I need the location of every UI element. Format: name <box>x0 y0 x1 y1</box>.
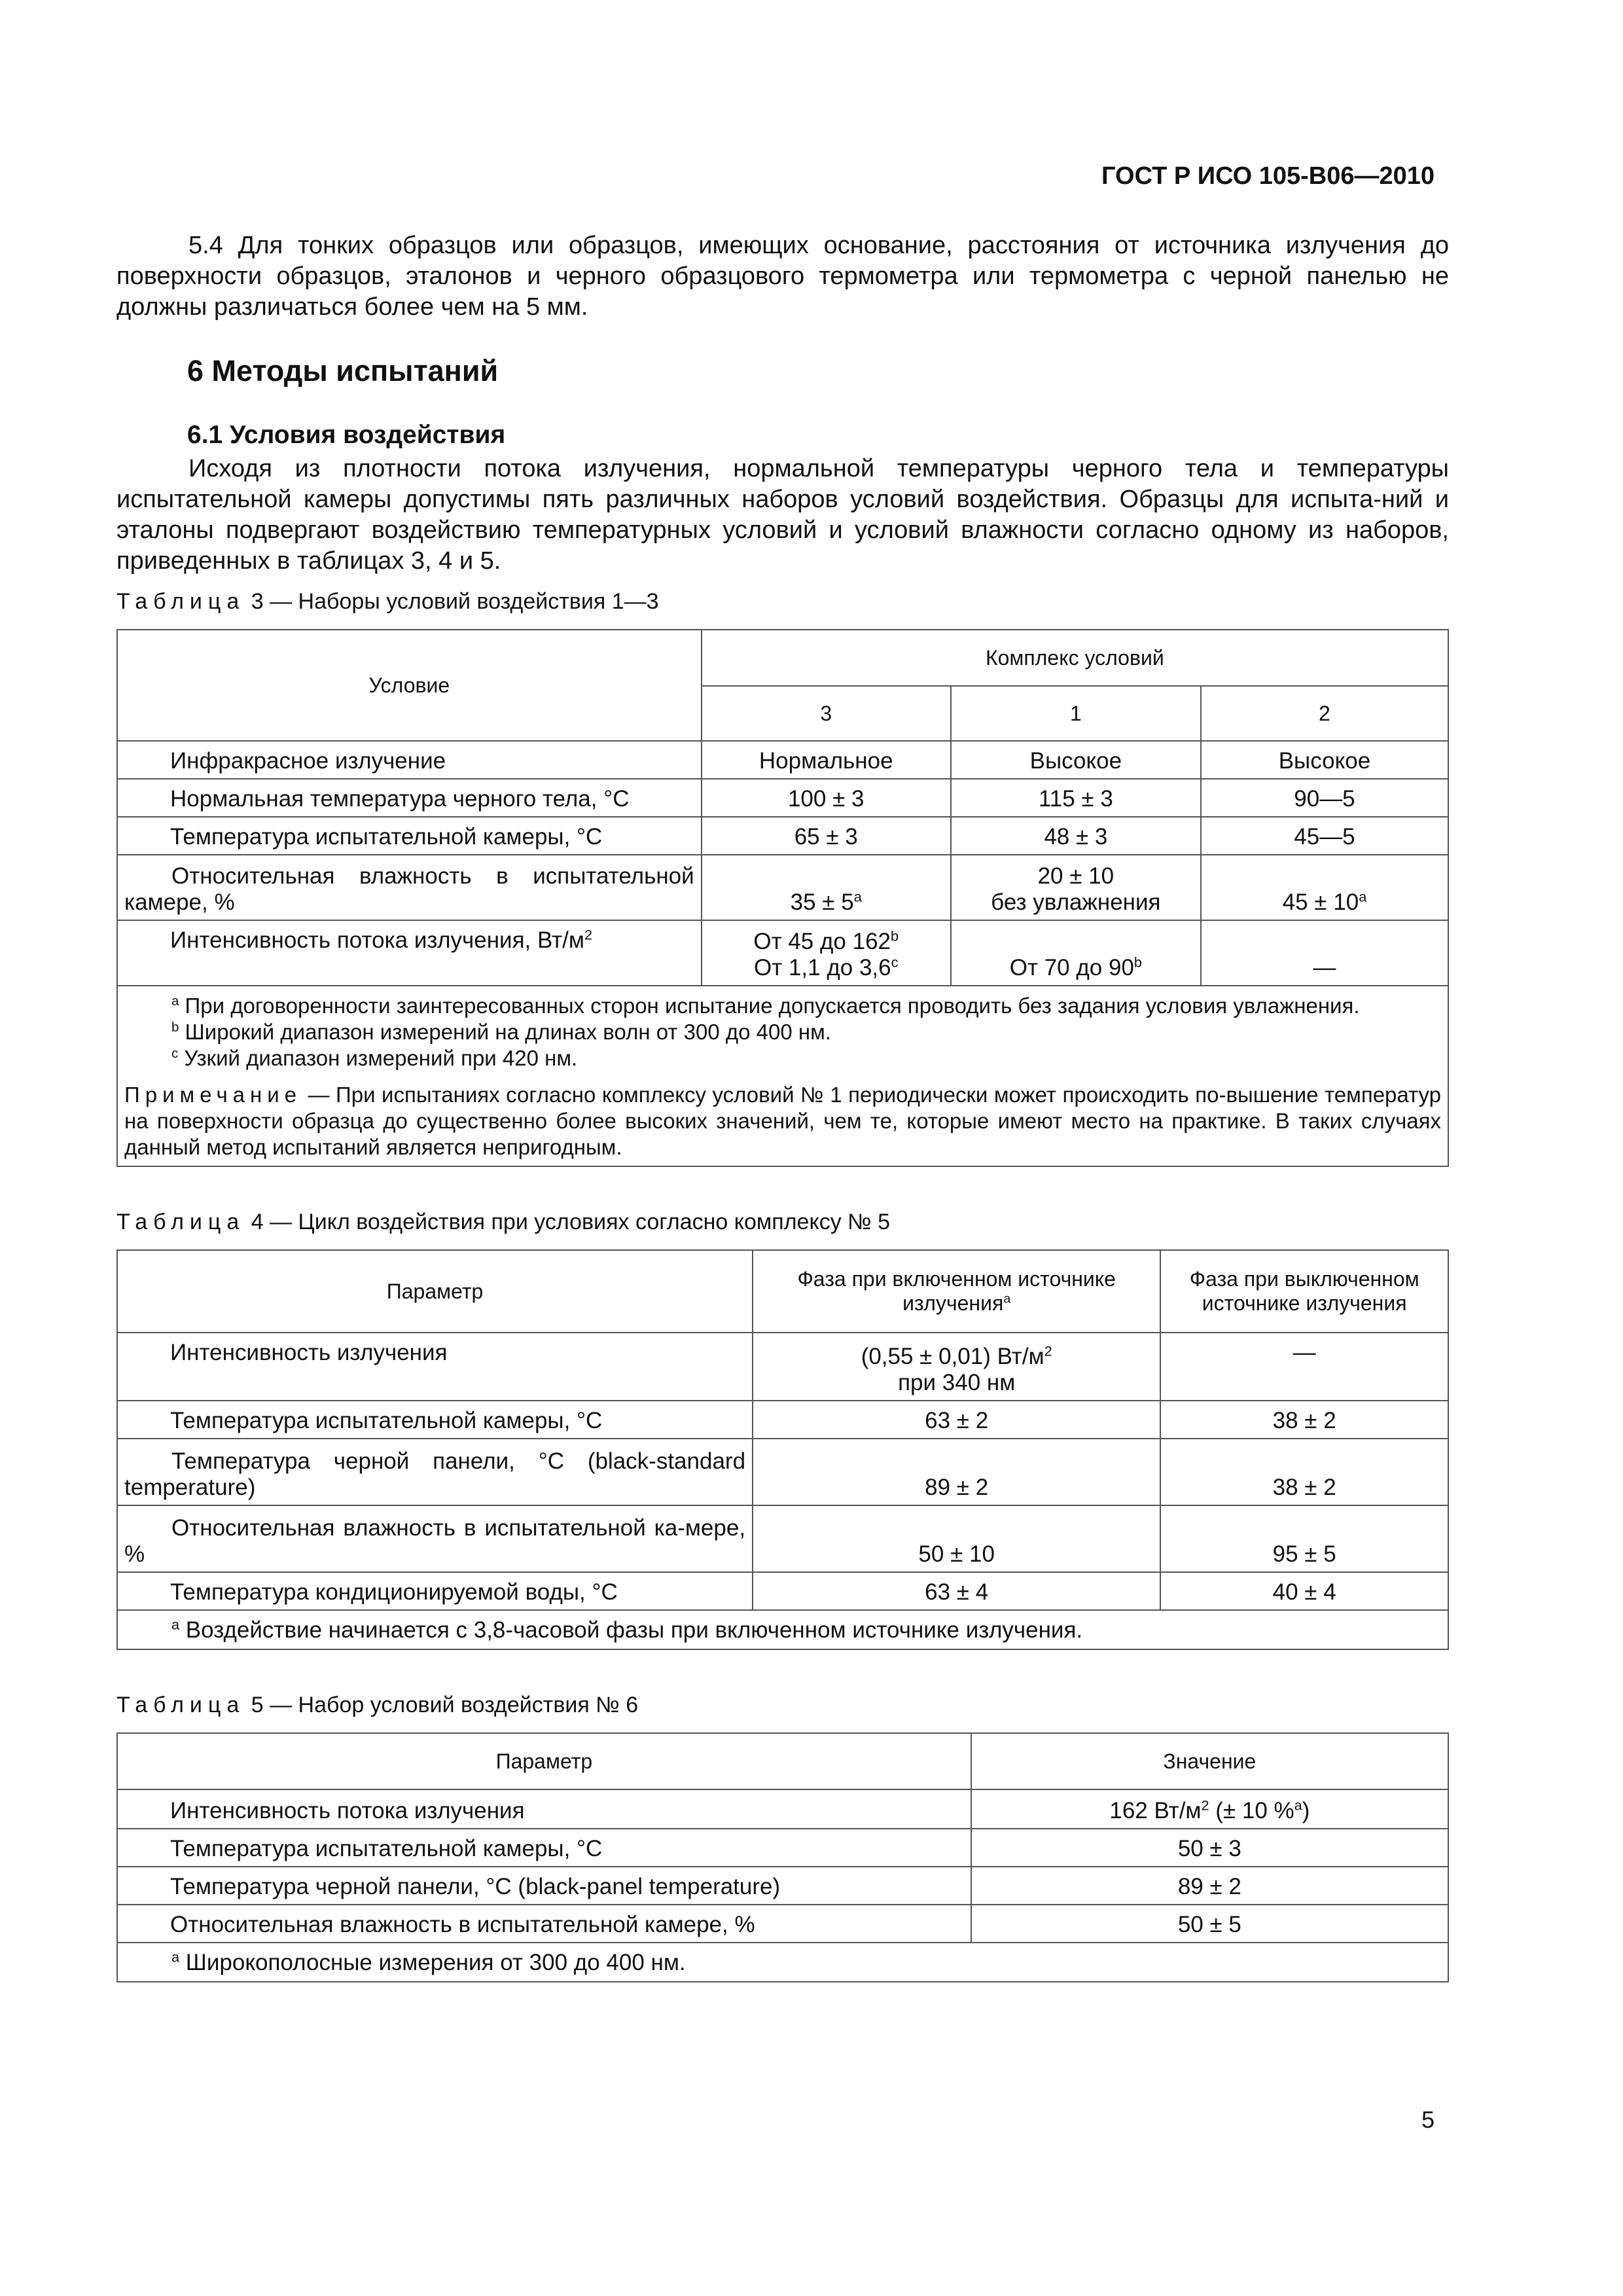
cell-value: От 45 до 162 <box>753 929 891 954</box>
table-row <box>117 1829 1448 1867</box>
table-4-header-row <box>117 1250 1448 1333</box>
table-cell: 89 ± 2 <box>971 1867 1448 1905</box>
paragraph-6-1: Исходя из плотности потока излучения, нормальной температуры черного тела и температуры испытательной камеры допустимы пять различных наборов условий воздействия. Образцы для испыта-ний и эталоны подвергают воздействию температурных условий и условий влажности согласно одному из наборов, приведенных в таблицах 3, 4 и 5. <box>116 455 1449 575</box>
cell-label: Интенсивность потока излучения, Вт/м <box>170 927 584 953</box>
table-3-col-1: 1 <box>951 686 1201 741</box>
cell-value: (0,55 ± 0,01) Вт/м <box>861 1344 1044 1369</box>
table-3-head-complex: Комплекс условий <box>702 630 1448 686</box>
table-cell: Температура черной панели, °C (black-standard temperature) <box>117 1439 753 1505</box>
superscript: 2 <box>1201 1797 1209 1814</box>
table-cell: 95 ± 5 <box>1160 1505 1448 1572</box>
table-5-caption-word: Таблица <box>116 1693 245 1717</box>
table-cell <box>702 855 951 920</box>
table-3 <box>116 629 1449 1167</box>
table-4-notes <box>117 1610 1448 1649</box>
table-cell: — <box>1201 920 1448 986</box>
footnote-text: При договоренности заинтересованных сторон испытание допускается проводить без задания условия увлажнения. <box>179 994 1360 1018</box>
table-cell: 38 ± 2 <box>1160 1401 1448 1439</box>
footnote-mark: a <box>171 1616 180 1633</box>
footnote-mark: c <box>891 954 899 971</box>
table-3-notes <box>117 986 1448 1166</box>
table-5-caption-text: 5 — Набор условий воздействия № 6 <box>245 1693 639 1717</box>
footnote-a <box>124 1950 1441 1976</box>
cell-value: при 340 нм <box>898 1370 1016 1395</box>
table-row <box>117 1789 1448 1829</box>
table-cell: 48 ± 3 <box>951 817 1201 855</box>
table-cell: 89 ± 2 <box>753 1439 1160 1505</box>
table-row <box>117 817 1448 855</box>
table-cell: 38 ± 2 <box>1160 1439 1448 1505</box>
table-3-notes-row <box>117 986 1448 1166</box>
table-cell: Температура испытательной камеры, °C <box>117 817 702 855</box>
table-cell: 40 ± 4 <box>1160 1572 1448 1610</box>
cell-value: 45 ± 10 <box>1282 889 1359 915</box>
cell-value: 20 ± 10 <box>1037 863 1115 889</box>
footnote-a <box>124 1617 1441 1643</box>
footnote-mark: b <box>1133 954 1142 971</box>
table-cell <box>702 920 951 986</box>
table-3-caption <box>116 588 1449 615</box>
cell-value: 162 Вт/м <box>1109 1798 1202 1823</box>
table-row <box>117 1439 1448 1505</box>
table-cell: 90—5 <box>1201 779 1448 817</box>
footnote-text: Широкополосные измерения от 300 до 400 нм. <box>179 1950 686 1975</box>
table-3-head-condition: Условие <box>117 630 702 741</box>
cell-value: 35 ± 5 <box>790 889 854 915</box>
page-content <box>116 230 1449 1982</box>
footnote-text: Узкий диапазон измерений при 420 нм. <box>178 1046 578 1070</box>
cell-value: От 70 до 90 <box>1009 955 1134 980</box>
superscript: 2 <box>584 926 593 943</box>
table-cell: Относительная влажность в испытательной камере, % <box>117 855 702 920</box>
table-cell: Нормальное <box>702 741 951 779</box>
table-cell: 115 ± 3 <box>951 779 1201 817</box>
table-4-head-on <box>753 1250 1160 1333</box>
table-cell <box>117 920 702 986</box>
table-5-head-value: Значение <box>971 1733 1448 1789</box>
table-cell: Интенсивность излучения <box>117 1333 753 1401</box>
table-cell: Температура испытательной камеры, °C <box>117 1401 753 1439</box>
cell-line <box>709 929 944 955</box>
footnote-mark: a <box>1294 1797 1302 1814</box>
table-row <box>117 855 1448 920</box>
paragraph-5-4: 5.4 Для тонких образцов или образцов, имеющих основание, расстояния от источника излучения до поверхности образцов, эталонов и черного образцового термометра или термометра с черной панелью не должны различаться более чем на 5 мм. <box>116 232 1449 321</box>
footnote-mark: a <box>1359 888 1367 905</box>
cell-value: без увлажнения <box>991 889 1161 915</box>
table-cell: — <box>1160 1333 1448 1401</box>
footnote-mark: a <box>1003 1291 1011 1306</box>
footnote-mark: a <box>853 888 862 905</box>
table-cell: Высокое <box>1201 741 1448 779</box>
table-cell <box>951 855 1201 920</box>
footnote-mark: b <box>171 1020 179 1035</box>
table-cell <box>753 1333 1160 1401</box>
cell-value: ) <box>1302 1798 1310 1823</box>
table-cell: 65 ± 3 <box>702 817 951 855</box>
table-cell: 63 ± 2 <box>753 1401 1160 1439</box>
table-cell: 50 ± 5 <box>971 1905 1448 1943</box>
table-row <box>117 1867 1448 1905</box>
table-5-header-row <box>117 1733 1448 1789</box>
table-5-head-param: Параметр <box>117 1733 971 1789</box>
table-cell: 50 ± 3 <box>971 1829 1448 1867</box>
table-row <box>117 1572 1448 1610</box>
footnote-c <box>124 1045 1441 1071</box>
page-number: 5 <box>1421 2106 1435 2133</box>
table-3-remark <box>124 1082 1441 1160</box>
table-cell: Нормальная температура черного тела, °C <box>117 779 702 817</box>
table-3-caption-word: Таблица <box>116 589 245 614</box>
table-cell: Температура черной панели, °C (black-panel temperature) <box>117 1867 971 1905</box>
remark-word: Примечание <box>124 1083 302 1107</box>
table-cell: Инфракрасное излучение <box>117 741 702 779</box>
document-code-header: ГОСТ Р ИСО 105-B06—2010 <box>1101 162 1435 190</box>
table-4-caption-word: Таблица <box>116 1210 245 1234</box>
table-row <box>117 1505 1448 1572</box>
footnote-mark: a <box>171 994 179 1009</box>
table-row <box>117 920 1448 986</box>
section-6-title: 6 Методы испытаний <box>187 354 499 387</box>
table-3-col-2: 2 <box>1201 686 1448 741</box>
table-4-notes-row <box>117 1610 1448 1649</box>
superscript: 2 <box>1044 1342 1052 1359</box>
table-4-head-off: Фаза при выключенном источнике излучения <box>1160 1250 1448 1333</box>
footnote-text: Широкий диапазон измерений на длинах волн от 300 до 400 нм. <box>179 1020 831 1044</box>
table-cell: Относительная влажность в испытательной камере, % <box>117 1905 971 1943</box>
table-cell: Интенсивность потока излучения <box>117 1789 971 1829</box>
table-cell: 63 ± 4 <box>753 1572 1160 1610</box>
table-cell <box>951 920 1201 986</box>
table-4-head-param: Параметр <box>117 1250 753 1333</box>
table-3-header-row <box>117 630 1448 686</box>
section-6-1-title: 6.1 Условия воздействия <box>187 421 506 449</box>
table-5-caption <box>116 1692 1449 1718</box>
table-row <box>117 741 1448 779</box>
footnote-mark: c <box>171 1046 179 1061</box>
table-4-caption <box>116 1209 1449 1235</box>
cell-value: (± 10 % <box>1209 1798 1294 1823</box>
table-4-caption-text: 4 — Цикл воздействия при условиях согласно комплексу № 5 <box>245 1210 890 1234</box>
remark-text: — При испытаниях согласно комплексу условий № 1 периодически может происходить по-вышение температур на поверхности образца до существенно более высоких значений, чем те, которые имеют место на практике. В таких случаях данный метод испытаний является непригодным. <box>124 1083 1441 1159</box>
cell-line <box>709 955 944 981</box>
table-3-caption-text: 3 — Наборы условий воздействия 1—3 <box>245 589 659 614</box>
footnote-text: Воздействие начинается с 3,8-часовой фазы при включенном источнике излучения. <box>179 1617 1083 1643</box>
table-4 <box>116 1249 1449 1650</box>
table-cell: 45—5 <box>1201 817 1448 855</box>
header-text: Фаза при включенном источнике излучения <box>797 1267 1116 1315</box>
footnote-mark: a <box>171 1948 180 1965</box>
footnote-a <box>124 993 1441 1019</box>
table-5 <box>116 1732 1449 1982</box>
table-cell: Температура испытательной камеры, °C <box>117 1829 971 1867</box>
table-cell: 100 ± 3 <box>702 779 951 817</box>
table-cell: Высокое <box>951 741 1201 779</box>
table-row <box>117 1401 1448 1439</box>
table-cell: Относительная влажность в испытательной ка-мере, % <box>117 1505 753 1572</box>
table-row <box>117 1333 1448 1401</box>
table-row <box>117 1905 1448 1943</box>
cell-line <box>760 1344 1153 1370</box>
table-cell: Температура кондиционируемой воды, °C <box>117 1572 753 1610</box>
table-cell <box>1201 855 1448 920</box>
table-5-notes-row <box>117 1943 1448 1982</box>
table-cell: 50 ± 10 <box>753 1505 1160 1572</box>
table-cell <box>971 1789 1448 1829</box>
cell-value: От 1,1 до 3,6 <box>753 955 891 980</box>
table-row <box>117 779 1448 817</box>
footnote-mark: b <box>891 927 899 944</box>
footnote-b <box>124 1019 1441 1045</box>
table-3-col-3: 3 <box>702 686 951 741</box>
table-5-notes <box>117 1943 1448 1982</box>
